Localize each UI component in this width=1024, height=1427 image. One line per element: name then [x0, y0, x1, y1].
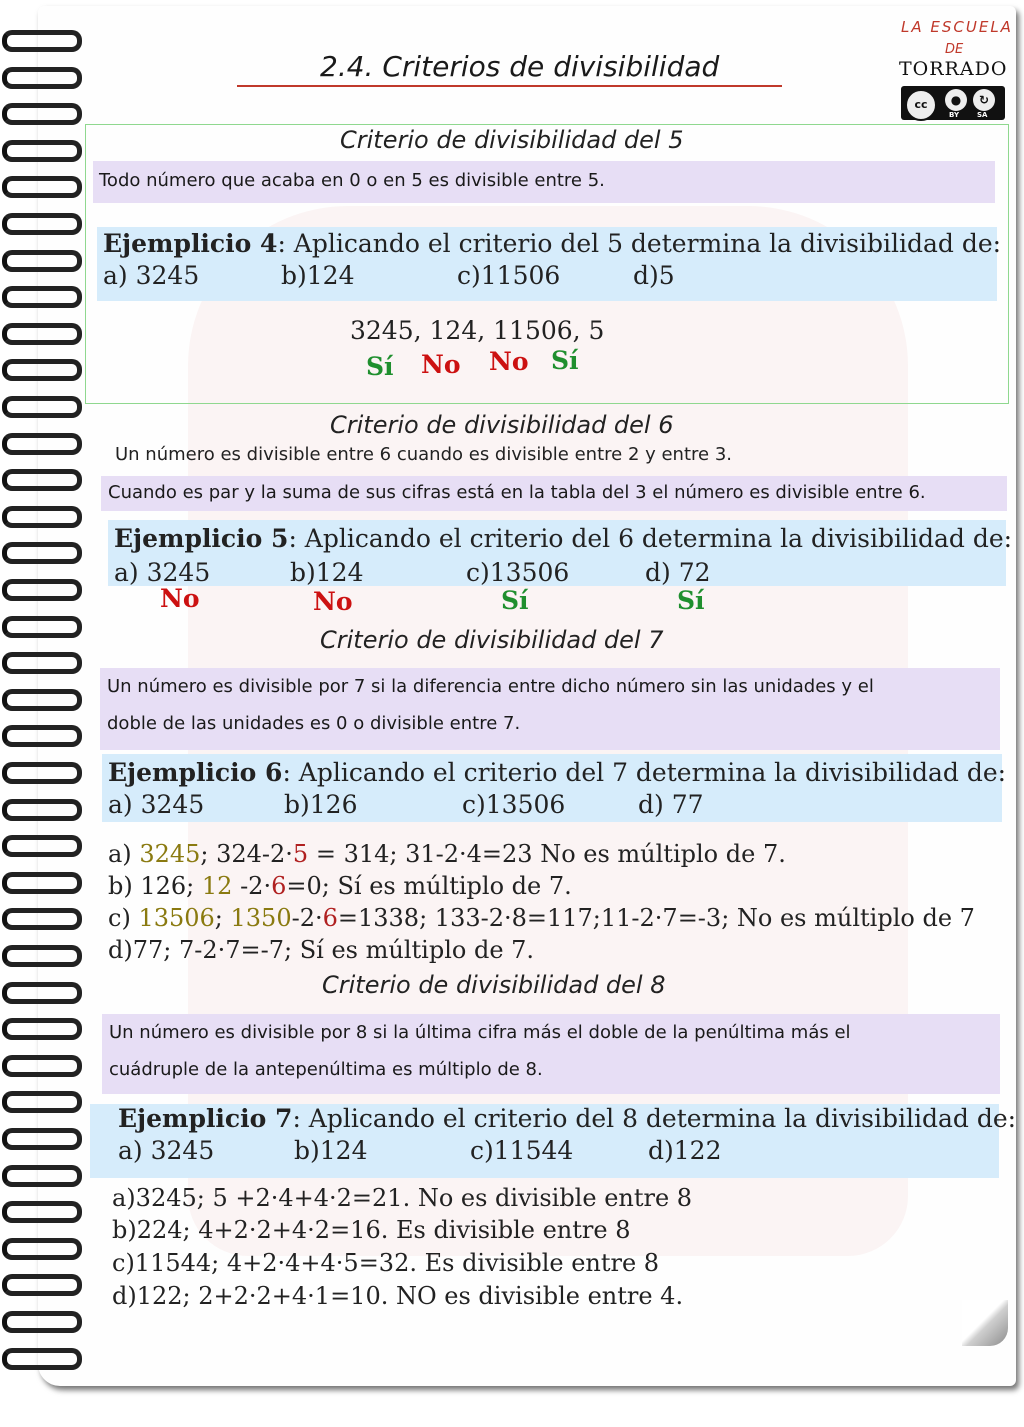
- sol-b-text: b) 126;: [108, 872, 202, 900]
- ex4-answer-b: No: [421, 350, 461, 379]
- cc-license-badge: [901, 86, 1005, 120]
- rule-box-8: [102, 1014, 1000, 1094]
- ex5-answer-c: Sí: [501, 586, 529, 615]
- sol-a-text: ; 324-2·: [200, 840, 293, 868]
- example-4-text: : Aplicando el criterio del 5 determina la divisibilidad de:: [277, 229, 1002, 258]
- spiral-ring: [2, 323, 82, 345]
- sol-c-text: -2·: [291, 904, 323, 932]
- spiral-ring: [2, 103, 82, 125]
- example-5-label: Ejemplicio 5: [114, 524, 289, 553]
- example-5-title: [114, 524, 1012, 553]
- ex6-option-d: d) 77: [638, 790, 704, 819]
- ex5-answer-b: No: [313, 587, 353, 616]
- example-4-title: [103, 229, 1001, 258]
- cc-icon: cc: [905, 89, 937, 121]
- ex6-option-c: c)13506: [462, 790, 566, 819]
- logo-line-1: LA ESCUELA: [901, 18, 1013, 36]
- ex4-number-list: 3245, 124, 11506, 5: [350, 316, 605, 345]
- ex6-solution-b: [108, 872, 572, 900]
- ex4-answer-a: Sí: [366, 352, 394, 381]
- by-person-icon: ●: [945, 89, 967, 111]
- rule-text-6b: Cuando es par y la suma de sus cifras está en la tabla del 3 el número es divisible entre 6.: [108, 482, 926, 503]
- example-7-title: [118, 1104, 1016, 1133]
- spiral-ring: [2, 652, 82, 674]
- ex6-solution-d: d)77; 7-2·7=-7; Sí es múltiplo de 7.: [108, 936, 535, 964]
- spiral-ring: [2, 1238, 82, 1260]
- sol-b-units: 6: [271, 872, 287, 900]
- spiral-ring: [2, 579, 82, 601]
- share-alike-icon: ↻: [973, 89, 995, 111]
- spiral-ring: [2, 30, 82, 52]
- spiral-ring: [2, 1311, 82, 1333]
- spiral-ring: [2, 1348, 82, 1370]
- spiral-ring: [2, 725, 82, 747]
- ex5-option-d: d) 72: [645, 558, 711, 587]
- sol-c-units: 6: [322, 904, 338, 932]
- sol-b-text: =0; Sí es múltiplo de 7.: [286, 872, 572, 900]
- ex5-answer-a: No: [160, 584, 200, 613]
- sol-a-text: a): [108, 840, 140, 868]
- ex4-answer-c: No: [489, 347, 529, 376]
- example-6-text: : Aplicando el criterio del 7 determina la divisibilidad de:: [282, 758, 1007, 787]
- ex4-option-b: b)124: [281, 261, 355, 290]
- by-label: BY: [949, 111, 960, 119]
- ex7-solution-c: c)11544; 4+2·4+4·5=32. Es divisible entre 8: [112, 1249, 660, 1277]
- ex5-option-b: b)124: [290, 558, 364, 587]
- ex7-option-d: d)122: [648, 1136, 722, 1165]
- ex6-option-b: b)126: [284, 790, 358, 819]
- sol-a-number: 3245: [139, 840, 201, 868]
- heading-criterion-5: Criterio de divisibilidad del 5: [340, 126, 684, 154]
- example-5-text: : Aplicando el criterio del 6 determina la divisibilidad de:: [288, 524, 1013, 553]
- rule-box-7: [100, 668, 1000, 750]
- sa-label: SA: [977, 111, 988, 119]
- spiral-ring: [2, 1091, 82, 1113]
- spiral-ring: [2, 762, 82, 784]
- sol-c-text: =1338; 133-2·8=117;11-2·7=-3; No es múltiplo de 7: [337, 904, 975, 932]
- spiral-ring: [2, 945, 82, 967]
- spiral-ring: [2, 286, 82, 308]
- spiral-ring: [2, 506, 82, 528]
- ex4-option-d: d)5: [633, 261, 675, 290]
- rule-text-7-line2: doble de las unidades es 0 o divisible entre 7.: [107, 713, 521, 734]
- spiral-ring: [2, 1055, 82, 1077]
- spiral-ring: [2, 1018, 82, 1040]
- spiral-ring: [2, 176, 82, 198]
- example-7-text: : Aplicando el criterio del 8 determina la divisibilidad de:: [292, 1104, 1017, 1133]
- example-box-5: [108, 520, 1013, 587]
- rule-text-5: Todo número que acaba en 0 o en 5 es divisible entre 5.: [99, 170, 605, 191]
- spiral-ring: [2, 908, 82, 930]
- ex7-solution-a: a)3245; 5 +2·4+4·2=21. No es divisible entre 8: [112, 1184, 693, 1212]
- sol-b-text: -2·: [232, 872, 272, 900]
- logo-line-3: TORRADO: [899, 58, 1008, 80]
- spiral-ring: [2, 689, 82, 711]
- spiral-ring: [2, 396, 82, 418]
- heading-criterion-7: Criterio de divisibilidad del 7: [320, 626, 664, 654]
- spiral-ring: [2, 835, 82, 857]
- rule-text-6a: Un número es divisible entre 6 cuando es divisible entre 2 y entre 3.: [115, 444, 733, 465]
- ex4-option-a: a) 3245: [103, 261, 200, 290]
- logo-line-2: DE: [945, 42, 964, 57]
- rule-box-6: [101, 476, 1007, 511]
- spiral-ring: [2, 1274, 82, 1296]
- sol-c-text: ;: [214, 904, 231, 932]
- rule-text-7-line1: Un número es divisible por 7 si la diferencia entre dicho número sin las unidades y el: [107, 676, 874, 697]
- spiral-ring: [2, 1201, 82, 1223]
- rule-box-5: [93, 161, 995, 203]
- ex4-answer-d: Sí: [551, 346, 579, 375]
- ex5-answer-d: Sí: [677, 586, 705, 615]
- ex5-option-a: a) 3245: [114, 558, 211, 587]
- ex5-option-c: c)13506: [466, 558, 570, 587]
- heading-criterion-6: Criterio de divisibilidad del 6: [330, 411, 674, 439]
- ex7-option-b: b)124: [294, 1136, 368, 1165]
- page-curl: [962, 1300, 1008, 1346]
- example-6-label: Ejemplicio 6: [108, 758, 283, 787]
- sol-a-text: = 314; 31-2·4=23 No es múltiplo de 7.: [308, 840, 786, 868]
- spiral-ring: [2, 616, 82, 638]
- example-4-label: Ejemplicio 4: [103, 229, 278, 258]
- example-6-title: [108, 758, 1006, 787]
- spiral-ring: [2, 433, 82, 455]
- ex7-option-c: c)11544: [470, 1136, 574, 1165]
- sol-c-number: 13506: [138, 904, 215, 932]
- page-title: 2.4. Criterios de divisibilidad: [320, 50, 720, 83]
- spiral-ring: [2, 140, 82, 162]
- sol-c-number: 1350: [230, 904, 292, 932]
- spiral-ring: [2, 359, 82, 381]
- spiral-ring: [2, 982, 82, 1004]
- spiral-ring: [2, 469, 82, 491]
- ex6-solution-a: [108, 840, 786, 868]
- spiral-ring: [2, 542, 82, 564]
- title-underline: [237, 85, 782, 87]
- ex6-option-a: a) 3245: [108, 790, 205, 819]
- sol-b-number: 12: [201, 872, 233, 900]
- spiral-ring: [2, 799, 82, 821]
- sol-c-text: c): [108, 904, 139, 932]
- heading-criterion-8: Criterio de divisibilidad del 8: [322, 971, 666, 999]
- spiral-ring: [2, 1128, 82, 1150]
- spiral-ring: [2, 67, 82, 89]
- ex4-option-c: c)11506: [457, 261, 561, 290]
- spiral-ring: [2, 250, 82, 272]
- spiral-ring: [2, 1165, 82, 1187]
- example-box-4: [97, 227, 1002, 301]
- ex7-option-a: a) 3245: [118, 1136, 215, 1165]
- rule-text-8-line2: cuádruple de la antepenúltima es múltiplo de 8.: [109, 1059, 543, 1080]
- example-7-label: Ejemplicio 7: [118, 1104, 293, 1133]
- ex6-solution-c: [108, 904, 975, 932]
- rule-text-8-line1: Un número es divisible por 8 si la última cifra más el doble de la penúltima más el: [109, 1022, 851, 1043]
- example-box-7: [90, 1104, 1017, 1178]
- ex7-solution-d: d)122; 2+2·2+4·1=10. NO es divisible entre 4.: [112, 1282, 684, 1310]
- example-box-6: [102, 754, 1007, 822]
- spiral-ring: [2, 213, 82, 235]
- ex7-solution-b: b)224; 4+2·2+4·2=16. Es divisible entre 8: [112, 1216, 631, 1244]
- spiral-ring: [2, 872, 82, 894]
- sol-a-units: 5: [292, 840, 309, 868]
